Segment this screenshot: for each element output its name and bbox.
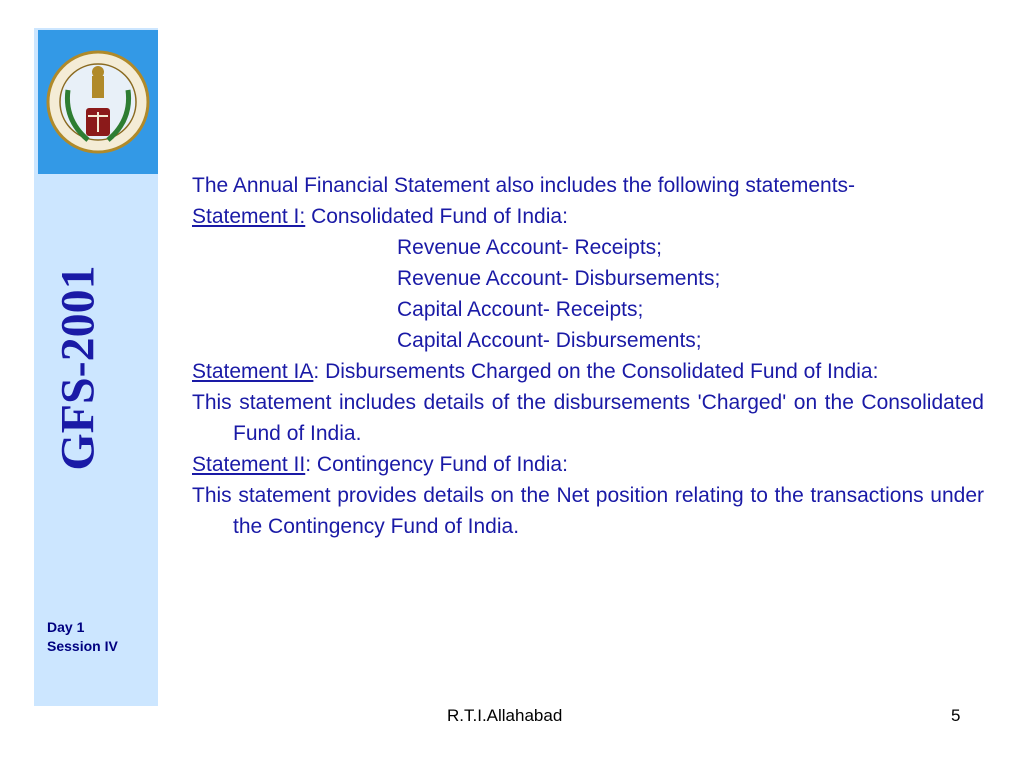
statement-ii-line (192, 449, 984, 480)
intro-paragraph: The Annual Financial Statement also includes the following statements- (192, 174, 856, 197)
sub-item: Capital Account- Receipts; (397, 298, 644, 321)
statement-ii-label: Statement II (192, 453, 306, 476)
statement-ia-description: This statement includes details of the disbursements 'Charged' on the Consolidated Fund of India. (192, 391, 984, 445)
statement-i-text: Consolidated Fund of India: (305, 205, 568, 228)
emblem-seal-icon (38, 30, 158, 174)
statement-ia-text: : Disbursements Charged on the Consolidated Fund of India: (313, 360, 879, 383)
statement-ii-text: : Contingency Fund of India: (305, 453, 568, 476)
page-number: 5 (951, 706, 961, 725)
statement-i-line (192, 201, 984, 232)
session-info (47, 618, 118, 656)
statement-ia-line (192, 356, 984, 387)
slide-content (192, 170, 984, 542)
session-label: Session IV (47, 638, 118, 654)
logo (38, 30, 158, 174)
footer-organization: R.T.I.Allahabad (447, 706, 563, 725)
sub-item: Revenue Account- Receipts; (397, 236, 662, 259)
sub-item: Revenue Account- Disbursements; (397, 267, 721, 290)
statement-ii-description: This statement provides details on the Net position relating to the transactions under the Contingency Fund of India. (192, 484, 984, 538)
statement-ia-label: Statement IA (192, 360, 314, 383)
day-label: Day 1 (47, 619, 85, 635)
statement-i-label: Statement I: (192, 205, 306, 228)
vertical-title: GFS-2001 (51, 265, 105, 471)
sub-item: Capital Account- Disbursements; (397, 329, 702, 352)
